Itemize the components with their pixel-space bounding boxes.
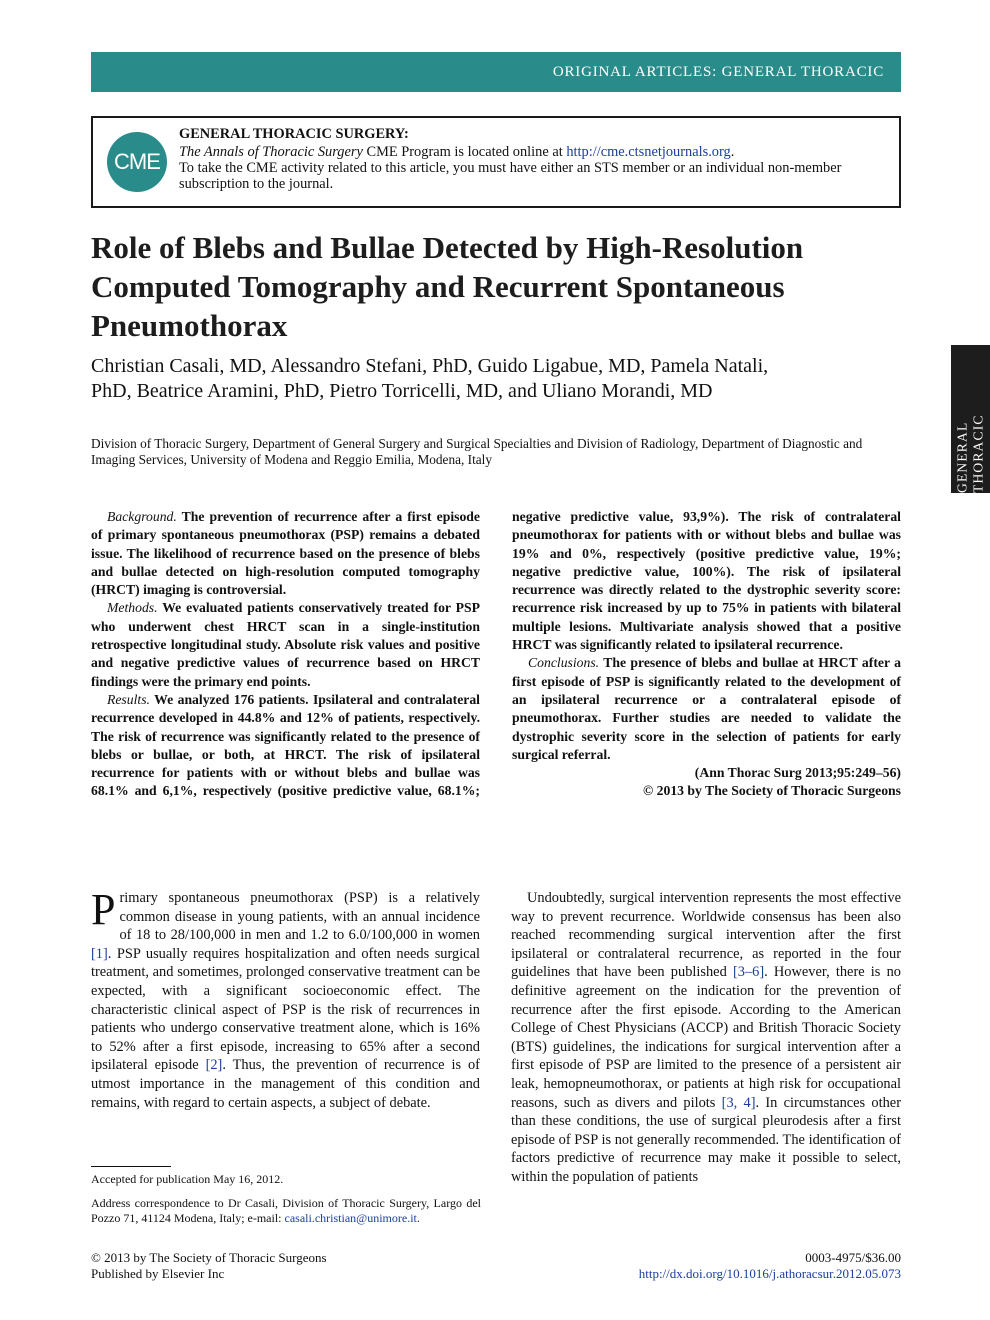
intro-text-c: . Thus, the prevention of recurrence is of utmost importance in the management of this condition and remains, with regard to certain aspects, a subject of debate. — [91, 1057, 480, 1111]
footer-copyright: © 2013 by The Society of Thoracic Surgeons — [91, 1250, 327, 1265]
methods-label: Methods. — [107, 600, 158, 616]
section-banner-text: ORIGINAL ARTICLES: GENERAL THORACIC — [552, 63, 884, 80]
background-label: Background. — [107, 509, 177, 524]
cme-heading: GENERAL THORACIC SURGERY: — [179, 126, 409, 142]
intro-text-a: rimary spontaneous pneumothorax (PSP) is a relatively common disease in young patients, with an annual incidence of 18 to 28/100,000 in men and 1.2 to 6.0/100,000 in women — [119, 890, 480, 944]
body-text-a: Undoubtedly, surgical intervention represents the most effective way to prevent recurrence. Worldwide consensus has been also reached recommending surgical intervention after the first ipsilateral or contralateral recurrence, as reported in the four guidelines that have been published — [511, 890, 901, 981]
reference-link-4[interactable]: [3, 4] — [721, 1094, 756, 1111]
side-tab-text: GENERAL THORACIC — [954, 414, 986, 493]
email-link[interactable]: casali.christian@unimore.it — [284, 1211, 417, 1225]
cme-link[interactable]: http://cme.ctsnetjournals.org — [566, 144, 731, 160]
affiliation: Division of Thoracic Surgery, Department of General Surgery and Surgical Specialties and Division of Radiology, Department of Diagnostic and Imaging Services, University of Modena and Reggio Emilia, Modena, Italy — [91, 436, 863, 467]
cme-line — [179, 144, 879, 160]
footnote-address — [91, 1196, 481, 1226]
cme-line-end: . — [730, 144, 735, 160]
cme-logo-text: CME — [114, 149, 160, 174]
doi-link[interactable]: http://dx.doi.org/10.1016/j.athoracsur.2012.05.073 — [638, 1265, 901, 1281]
cme-logo-icon — [107, 132, 167, 192]
body-text-b: . However, there is no definitive agreement on the indication for the prevention of recurrence after the first episode. According to the American College of Chest Physicians (ACCP) and British Thoracic Society (BTS) guidelines, the indications for surgical intervention after a first episode of PSP are limited to the presence of a persistent air leak, hemopneumothorax, or patients at high risk for occupational reasons, such as divers and pilots — [511, 964, 901, 1111]
authors: Christian Casali, MD, Alessandro Stefani, PhD, Guido Ligabue, MD, Pamela Natali, PhD, Beatrice Aramini, PhD, Pietro Torricelli, MD, and Uliano Morandi, MD — [91, 355, 769, 402]
side-tab — [951, 345, 990, 493]
cme-box — [91, 116, 901, 208]
footer-issn: 0003-4975/$36.00 — [805, 1250, 901, 1265]
citation: (Ann Thorac Surg 2013;95:249–56) — [694, 765, 901, 781]
intro-text-b: . PSP usually requires hospitalization and often needs surgical treatment, and sometimes, prolonged conservative treatment can be expected, with a significant socioeconomic effect. The characteristic clinical aspect of PSP is the risk of recurrences in patients who undergo conservative treatment alone, which is 16% to 52% after a first episode, increasing to 65% after a second ipsilateral episode — [91, 945, 480, 1074]
cme-text — [179, 126, 879, 192]
background-text: The prevention of recurrence after a first episode of primary spontaneous pneumothorax (PSP) remains a debated issue. The likelihood of recurrence based on the presence of blebs and bullae detected on high-resolution computed tomography (HRCT) imaging is controversial. — [91, 509, 480, 598]
footnote-divider — [91, 1166, 171, 1167]
footer-right — [501, 1250, 901, 1281]
methods-text: We evaluated patients conservatively treated for PSP who underwent chest HRCT scan in a single-institution retrospective longitudinal study. Absolute risk values and positive and negative predictive values of recurrence based on HRCT findings were the primary end points. — [91, 600, 480, 689]
reference-link-1[interactable]: [1] — [91, 945, 108, 962]
footer-publisher: Published by Elsevier Inc — [91, 1265, 225, 1281]
results-label: Results. — [107, 691, 150, 707]
body-text-c: . In circumstances other than these conditions, the use of surgical pleurodesis after a first episode of PSP is not generally recommended. The identification of factors predictive of recurrence may make it possible to select, within the population of patients — [511, 1094, 901, 1185]
footer-left — [91, 1250, 491, 1281]
reference-link-2[interactable]: [2] — [205, 1057, 223, 1074]
footnote-accepted: Accepted for publication May 16, 2012. — [91, 1172, 284, 1186]
abstract — [91, 508, 901, 838]
abstract-methods — [91, 599, 480, 690]
article-title: Role of Blebs and Bullae Detected by High-Resolution Computed Tomography and Recurrent Spontaneous Pneumothorax — [91, 230, 804, 343]
intro-paragraph — [91, 885, 480, 1112]
conclusions-label: Conclusions. — [528, 655, 600, 671]
results-text: We analyzed 176 patients. Ipsilateral and contralateral recurrence developed in 44.8% and 12% of patients, respectively. The risk of recurrence was significantly related to the presence of blebs or bullae, or both, at HRCT. The risk of ipsilateral recurrence for patients with or without blebs and bullae was 68.1% and 6,1%, respectively (positive predictive value, 68.1%; negative predictive value, 93,9%). The risk of contralateral pneumothorax for patients with or without blebs and bullae was 19% and 0%, respectively (positive predictive value, 19%; negative predictive value, 100%). The risk of ipsilateral recurrence was directly related to the dystrophic severity score: recurrence risk increased by up to 75% in patients with bilateral multiple lesions. Multivariate analysis showed that a positive HRCT was significantly related to ipsilateral recurrence. — [91, 509, 901, 799]
cme-line-text: CME Program is located online at — [362, 144, 567, 160]
abstract-background — [91, 508, 480, 599]
cme-journal-name: The Annals of Thoracic Surgery — [179, 144, 363, 160]
address-end: . — [416, 1211, 420, 1225]
abstract-conclusions — [512, 654, 901, 764]
abstract-copyright: © 2013 by The Society of Thoracic Surgeons — [642, 783, 901, 799]
drop-cap: P — [91, 885, 116, 934]
body-column-right — [511, 889, 901, 1187]
cme-instructions: To take the CME activity related to this article, you must have either an STS member or an individual non-member subscription to the journal. — [179, 160, 842, 192]
section-banner — [91, 52, 901, 92]
body-paragraph — [511, 889, 901, 1187]
body-column-left — [91, 885, 480, 1112]
conclusions-text: The presence of blebs and bullae at HRCT after a first episode of PSP is significantly related to the development of an ipsilateral recurrence or a contralateral episode of pneumothorax. Further studies are needed to validate the dystrophic severity score in the selection of patients for early surgical referral. — [512, 655, 901, 762]
reference-link-3[interactable]: [3–6] — [732, 964, 765, 981]
address-text: Address correspondence to Dr Casali, Division of Thoracic Surgery, Largo del Pozzo 71, 41124 Modena, Italy; e-mail: — [91, 1196, 481, 1225]
